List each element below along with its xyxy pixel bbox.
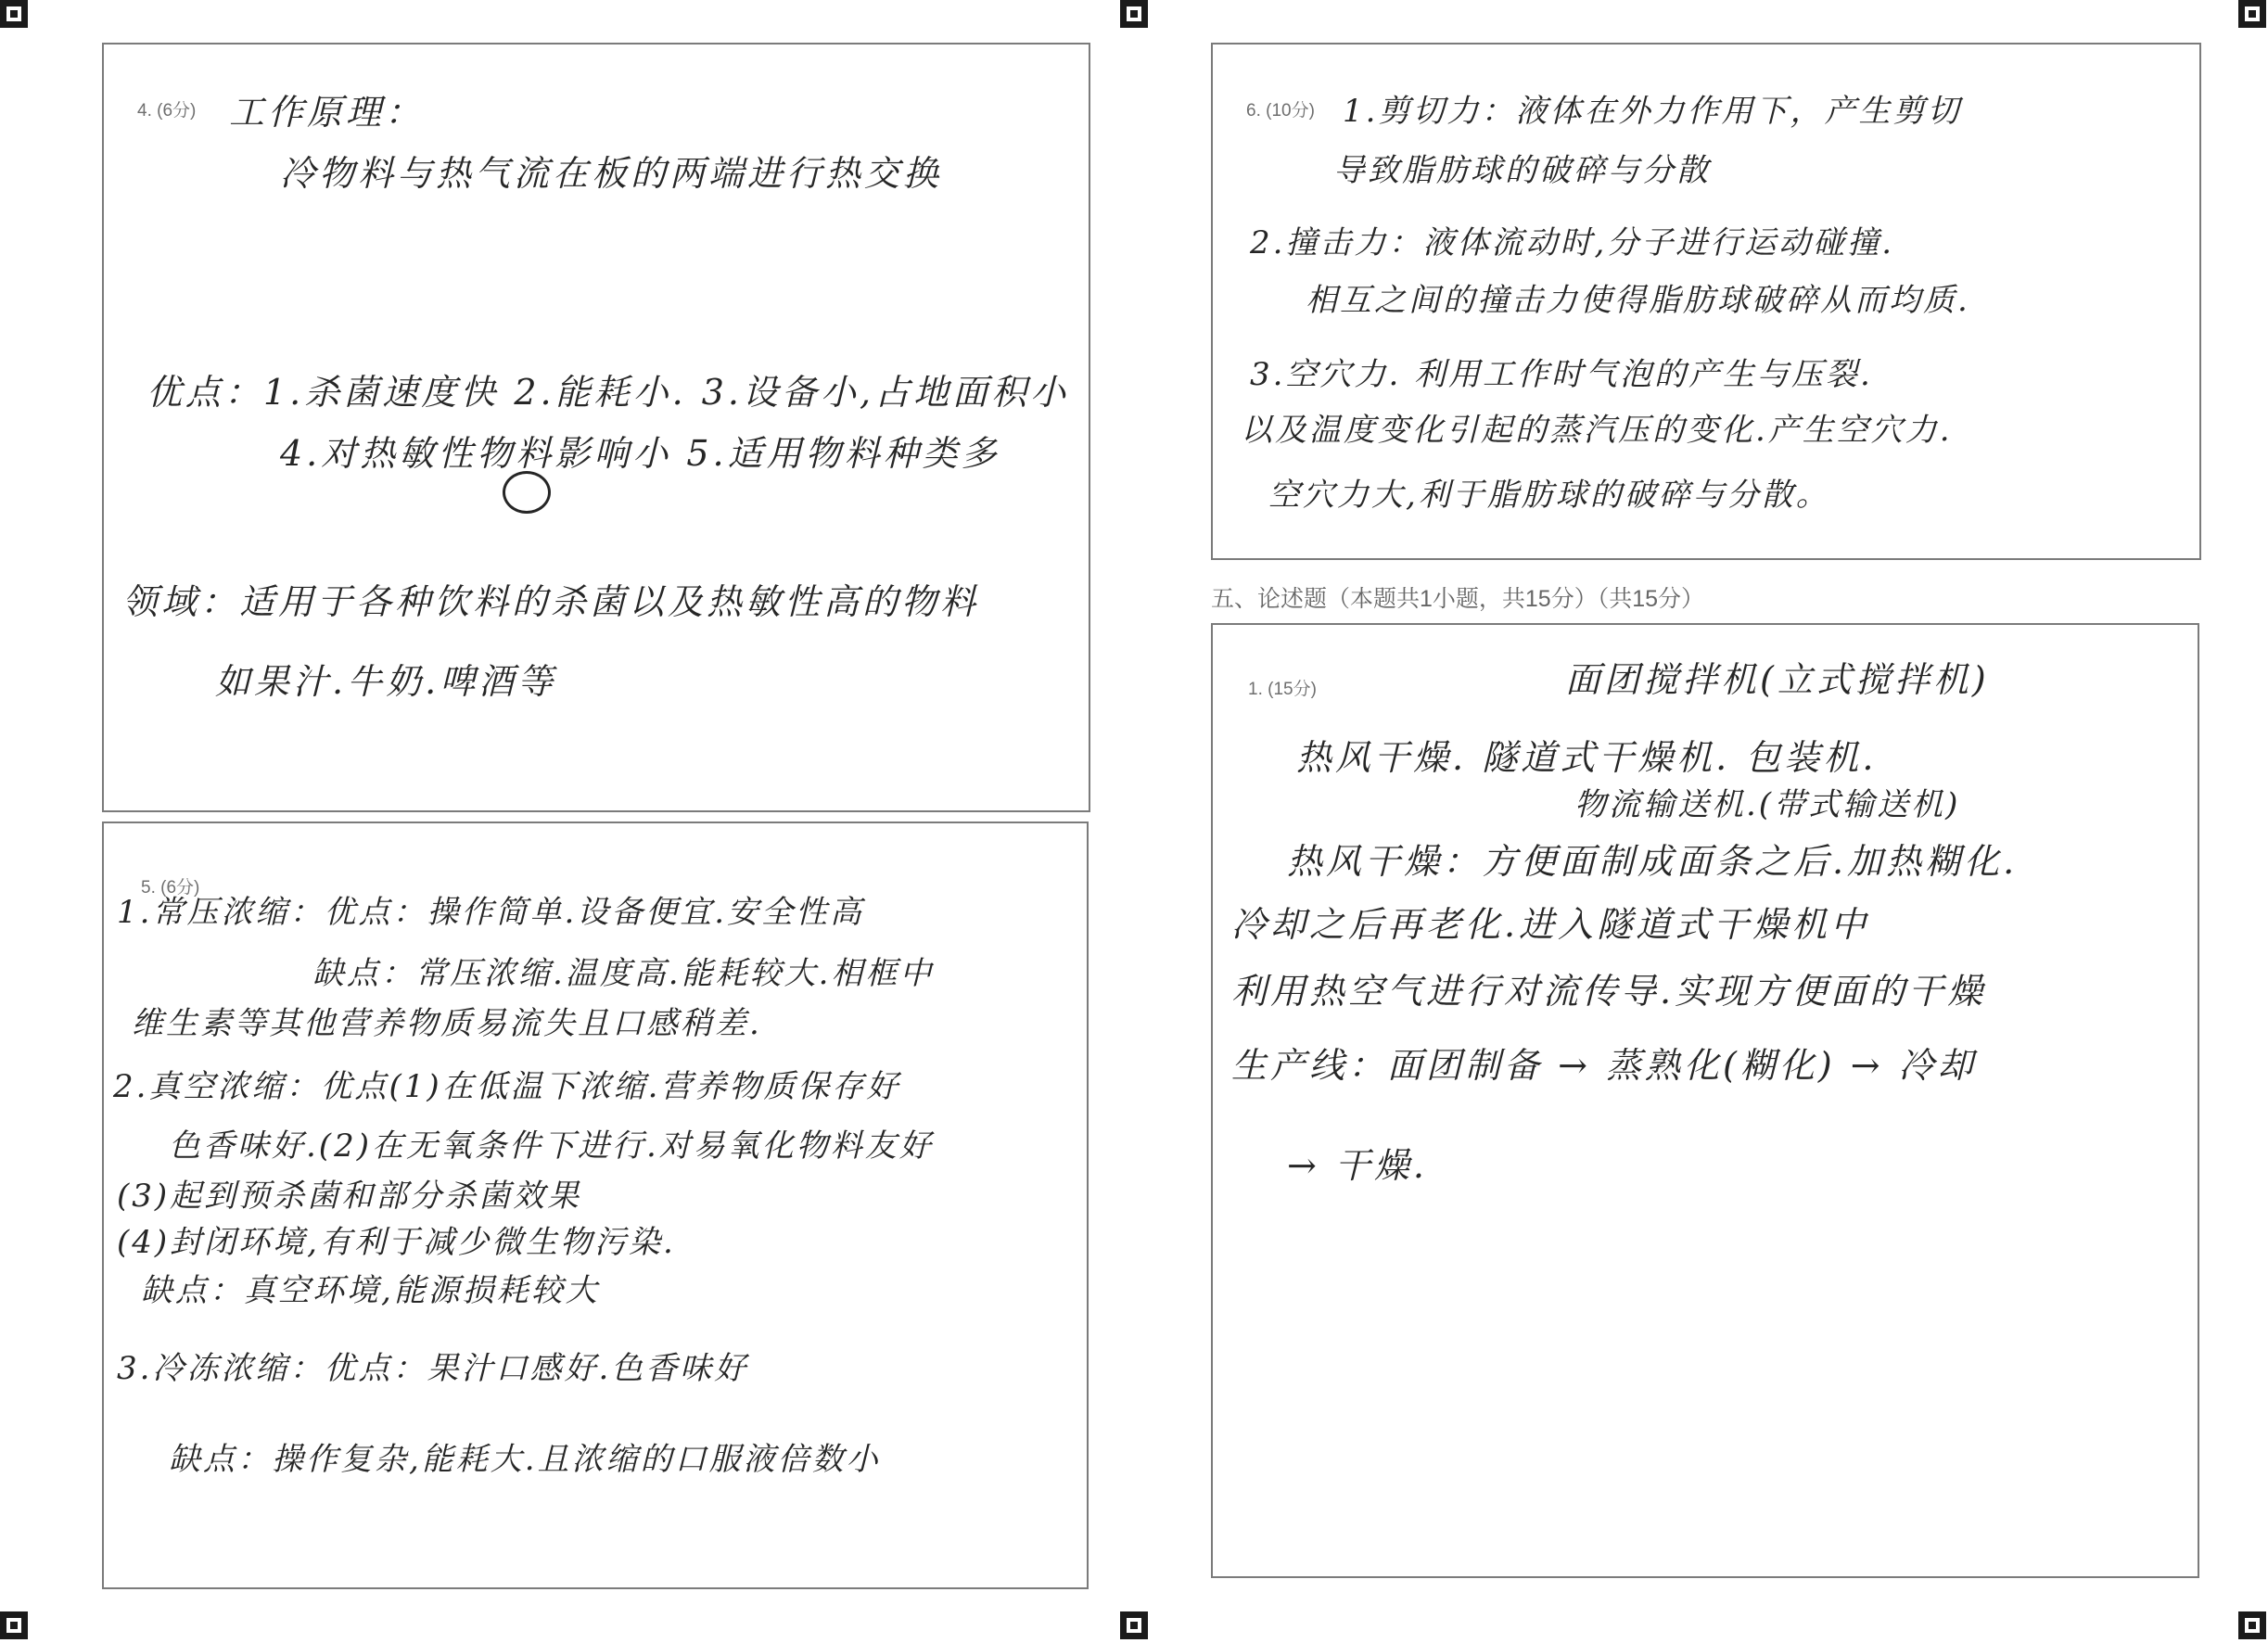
answer-box-essay-q1 xyxy=(1211,623,2199,1578)
answer-line-q5-6: (3)起到预杀菌和部分杀菌效果 xyxy=(117,1178,582,1215)
answer-line-q6-4: 相互之间的撞击力使得脂肪球破碎从而均质. xyxy=(1306,282,1970,319)
answer-line-q1-5: 冷却之后再老化.进入隧道式干燥机中 xyxy=(1231,904,1870,945)
registration-mark-bottom-right xyxy=(2238,1611,2266,1639)
answer-line-q5-5: 色香味好.(2)在无氧条件下进行.对易氧化物料友好 xyxy=(169,1127,934,1165)
answer-line-q4-3: 优点：1.杀菌速度快 2.能耗小. 3.设备小,占地面积小 xyxy=(147,372,1070,413)
answer-line-q1-2: 热风干燥. 隧道式干燥机. 包装机. xyxy=(1296,737,1878,778)
answer-box-q6 xyxy=(1211,43,2201,560)
question-label-essay-q1: 1. (15分) xyxy=(1248,680,1317,699)
answer-line-q4-1: 工作原理： xyxy=(229,92,425,133)
answer-line-q1-4: 热风干燥：方便面制成面条之后.加热糊化. xyxy=(1287,841,2019,882)
answer-line-q5-4: 2.真空浓缩：优点(1)在低温下浓缩.营养物质保存好 xyxy=(113,1068,901,1105)
answer-line-q5-8: 缺点：真空环境,能源损耗较大 xyxy=(141,1272,600,1309)
answer-line-q6-2: 导致脂肪球的破碎与分散 xyxy=(1333,152,1711,189)
answer-line-q1-8: → 干燥. xyxy=(1287,1145,1428,1186)
answer-line-q5-3: 维生素等其他营养物质易流失且口感稍差. xyxy=(132,1005,762,1042)
answer-line-q6-1: 1.剪切力：液体在外力作用下，产生剪切 xyxy=(1343,93,1962,130)
answer-line-q4-5: 领域：适用于各种饮料的杀菌以及热敏性高的物料 xyxy=(122,581,980,622)
answer-line-q4-4: 4.对热敏性物料影响小 5.适用物料种类多 xyxy=(280,433,1000,474)
answer-line-q5-2: 缺点：常压浓缩.温度高.能耗较大.相框中 xyxy=(312,955,935,992)
registration-mark-bottom-left xyxy=(0,1611,28,1639)
answer-line-q4-2: 冷物料与热气流在板的两端进行热交换 xyxy=(280,153,943,194)
answer-line-q6-3: 2.撞击力：液体流动时,分子进行运动碰撞. xyxy=(1250,224,1895,261)
answer-line-q1-1: 面团搅拌机(立式搅拌机) xyxy=(1565,659,1990,700)
answer-line-q5-7: (4)封闭环境,有利于减少微生物污染. xyxy=(117,1224,676,1261)
answer-line-q5-10: 缺点：操作复杂,能耗大.且浓缩的口服液倍数小 xyxy=(169,1441,881,1478)
answer-line-q6-6: 以及温度变化引起的蒸汽压的变化.产生空穴力. xyxy=(1241,412,1953,449)
answer-line-q4-6: 如果汁.牛奶.啤酒等 xyxy=(215,661,557,702)
question-label-q4: 4. (6分) xyxy=(137,101,197,121)
registration-mark-top-center xyxy=(1120,0,1148,28)
section-heading-essay: 五、论述题（本题共1小题，共15分）（共15分） xyxy=(1211,586,1705,612)
answer-line-q1-3: 物流输送机.(带式输送机) xyxy=(1574,786,1961,823)
registration-mark-bottom-center xyxy=(1120,1611,1148,1639)
answer-line-q1-6: 利用热空气进行对流传导.实现方便面的干燥 xyxy=(1231,971,1987,1012)
answer-box-q5 xyxy=(102,822,1089,1589)
question-label-q5: 5. (6分) xyxy=(141,878,200,898)
answer-line-q5-1: 1.常压浓缩：优点：操作简单.设备便宜.安全性高 xyxy=(117,894,865,931)
answer-line-q1-7: 生产线：面团制备 → 蒸熟化(糊化) → 冷却 xyxy=(1231,1045,1977,1086)
registration-mark-top-right xyxy=(2238,0,2266,28)
answer-line-q6-5: 3.空穴力. 利用工作时气泡的产生与压裂. xyxy=(1250,356,1873,393)
answer-line-q5-9: 3.冷冻浓缩：优点：果汁口感好.色香味好 xyxy=(117,1350,749,1387)
answer-line-q6-7: 空穴力大,利于脂肪球的破碎与分散。 xyxy=(1268,477,1830,514)
crossed-out-scribble xyxy=(503,471,551,514)
answer-box-q4 xyxy=(102,43,1090,812)
registration-mark-top-left xyxy=(0,0,28,28)
question-label-q6: 6. (10分) xyxy=(1246,101,1315,121)
